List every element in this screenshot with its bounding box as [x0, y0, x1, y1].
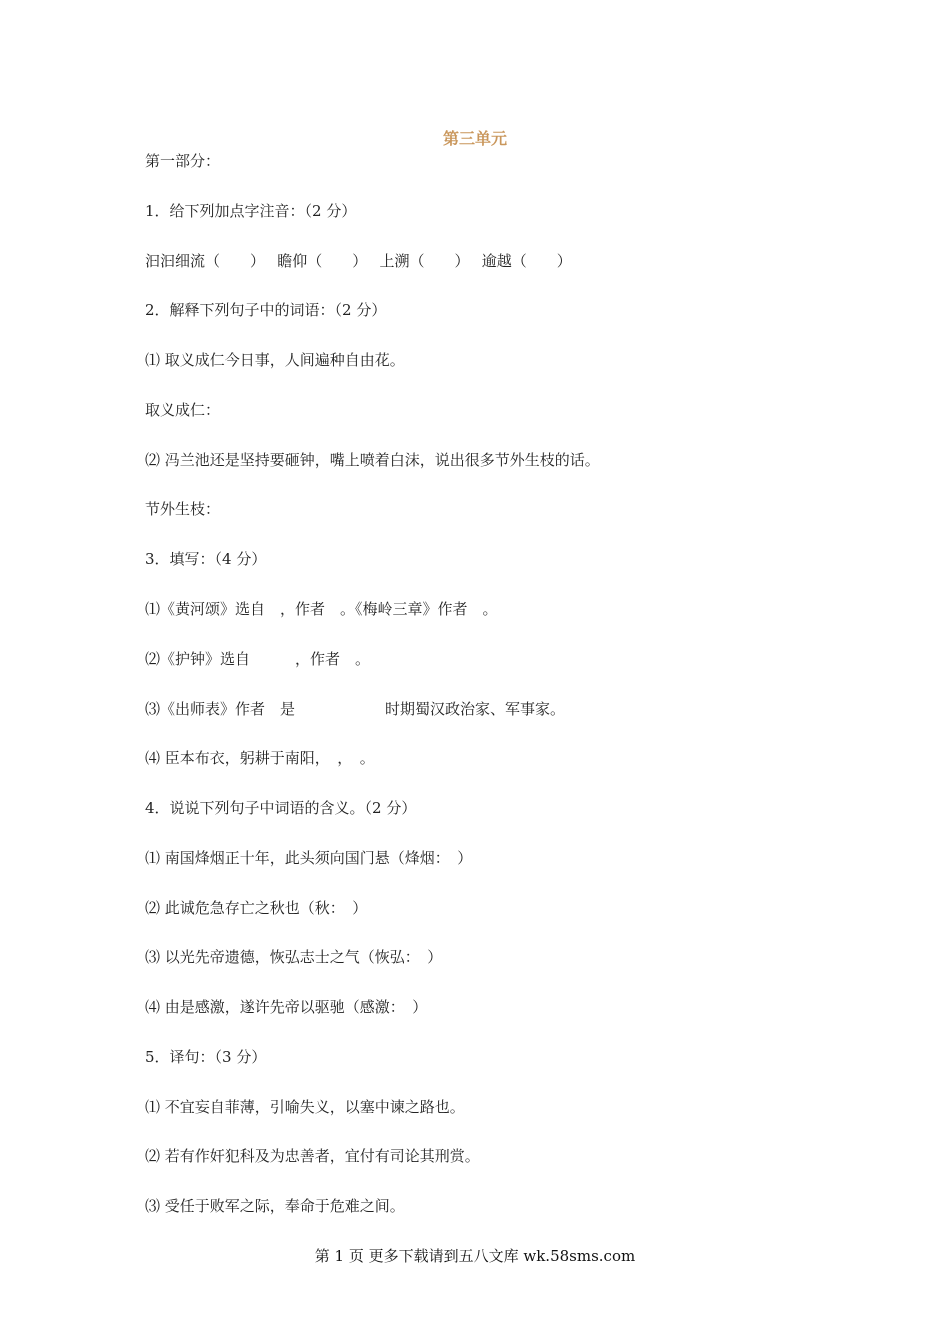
question-4-item-4: ⑷ 由是感激，遂许先帝以驱驰（感激： ） [145, 998, 428, 1016]
section-heading: 第一部分： [145, 152, 221, 170]
page-footer: 第 1 页 更多下载请到五八文库 wk.58sms.com [314, 1247, 636, 1265]
question-5-item-2: ⑵ 若有作奸犯科及为忠善者，宜付有司论其刑赏。 [145, 1147, 480, 1165]
question-5-item-3: ⑶ 受任于败军之际，奉命于危难之间。 [145, 1197, 405, 1215]
question-3-item-1: ⑴《黄河颂》选自 ，作者 。《梅岭三章》作者 。 [145, 600, 498, 618]
question-2-answer-1: 取义成仁： [145, 401, 221, 419]
question-5-item-1: ⑴ 不宜妄自菲薄，引喻失义，以塞中谏之路也。 [145, 1098, 465, 1116]
question-2: 2．解释下列句子中的词语：（2 分） [145, 301, 387, 319]
question-4-item-2: ⑵ 此诚危急存亡之秋也（秋： ） [145, 899, 368, 917]
question-2-item-1: ⑴ 取义成仁今日事，人间遍种自由花。 [145, 351, 405, 369]
question-3-item-2: ⑵《护钟》选自 ，作者 。 [145, 650, 371, 668]
question-1: 1．给下列加点字注音：（2 分） [145, 202, 357, 220]
question-4-item-3: ⑶ 以光先帝遗德，恢弘志士之气（恢弘： ） [145, 948, 443, 966]
question-2-item-2: ⑵ 冯兰池还是坚持要砸钟，嘴上喷着白沫，说出很多节外生枝的话。 [145, 451, 600, 469]
question-1-items: 汩汩细流（ ） 瞻仰（ ） 上溯（ ） 逾越（ ） [145, 252, 572, 270]
question-3-item-4: ⑷ 臣本布衣，躬耕于南阳， ， 。 [145, 749, 375, 767]
question-5: 5．译句：（3 分） [145, 1048, 267, 1066]
unit-title: 第三单元 [442, 129, 507, 148]
question-4-item-1: ⑴ 南国烽烟正十年，此头须向国门悬（烽烟： ） [145, 849, 473, 867]
question-3: 3．填写：（4 分） [145, 550, 267, 568]
question-2-answer-2: 节外生枝： [145, 500, 221, 518]
question-3-item-3: ⑶《出师表》作者 是 时期蜀汉政治家、军事家。 [145, 700, 566, 718]
question-4: 4．说说下列句子中词语的含义。（2 分） [145, 799, 417, 817]
